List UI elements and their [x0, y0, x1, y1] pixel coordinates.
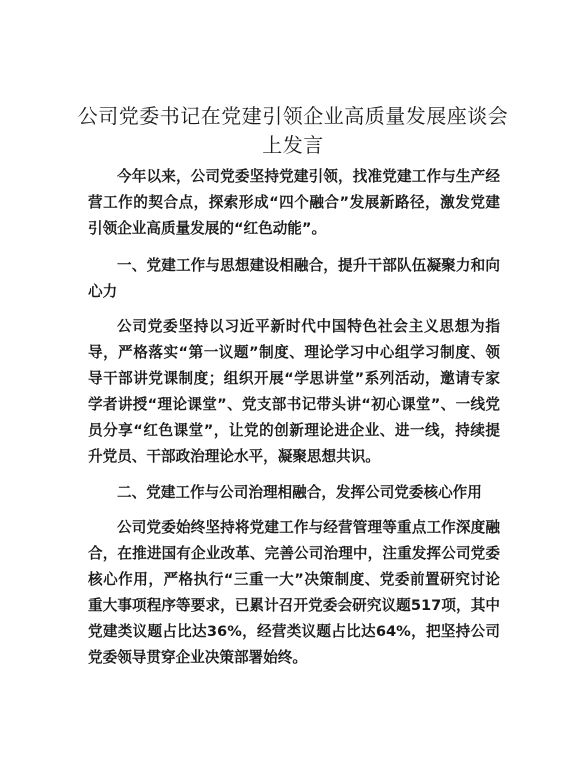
- section-body-1: 公司党委坚持以习近平新时代中国特色社会主义思想为指导，严格落实“第一议题”制度、理论学习中心组学习制度、领导干部讲党课制度；组织开展“学思讲堂”系列活动，邀请专家学者讲授“理论课堂”、党支部书记带头讲“初心课堂”、一线党员分享“红色课堂”，让党的创新理论进企业、进一线，持续提升党员、干部政治理论水平，凝聚思想共识。: [88, 318, 500, 465]
- intro-paragraph: 今年以来，公司党委坚持党建引领，找准党建工作与生产经营工作的契合点，探索形成“四个融合”发展新路径，激发党建引领企业高质量发展的“红色动能”。: [88, 168, 500, 237]
- section-body-2: 公司党委始终坚持将党建工作与经营管理等重点工作深度融合，在推进国有企业改革、完善公司治理中，注重发挥公司党委核心作用，严格执行“三重一大”决策制度、党委前置研究讨论重大事项程序等要求，已累计召开党委会研究议题517项，其中党建类议题占比达36%，经营类议题占比达64%，把坚持公司党委领导贯穿企业决策部署始终。: [88, 519, 500, 666]
- section-heading-2: 二、党建工作与公司治理相融合，发挥公司党委核心作用: [117, 484, 482, 501]
- document-title: 公司党委书记在党建引领企业高质量发展座谈会上发言: [77, 104, 509, 157]
- section-heading-1: 一、党建工作与思想建设相融合，提升干部队伍凝聚力和向心力: [88, 257, 500, 300]
